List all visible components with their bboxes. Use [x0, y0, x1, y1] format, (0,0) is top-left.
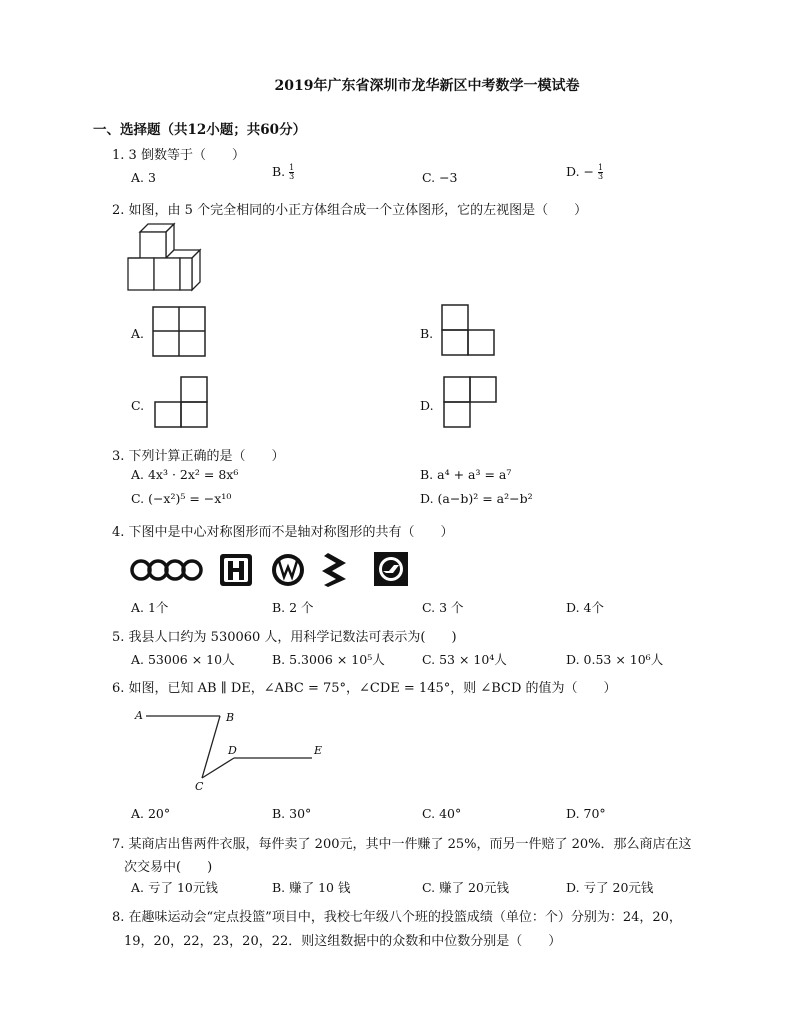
q5-option-c: C. 53 × 10⁴人	[422, 652, 507, 667]
q8-stem-line2: 19，20，22，23，20，22．则这组数据中的众数和中位数分别是（ ）	[124, 934, 562, 949]
q1-option-a: A. 3	[131, 170, 156, 185]
q2-option-c-label: C.	[131, 398, 145, 413]
q3-option-b: B. a⁴ + a³ = a⁷	[420, 467, 512, 482]
q4-stem: 4. 下图中是中心对称图形而不是轴对称图形的共有（ ）	[112, 525, 454, 540]
q8-stem-line1: 8. 在趣味运动会“定点投篮”项目中，我校七年级八个班的投篮成绩（单位：个）分别为：24，20，	[112, 910, 682, 925]
q2-option-c-figure	[154, 376, 210, 428]
q7-option-a: A. 亏了 10元钱	[131, 880, 218, 895]
q6-point-e: E	[314, 744, 323, 757]
section-heading: 一、选择题（共12小题；共60分）	[93, 122, 307, 138]
q6-point-c: C	[195, 780, 204, 793]
suzuki-logo-icon	[322, 553, 346, 587]
q5-option-a: A. 53006 × 10人	[131, 652, 235, 667]
q7-stem-line2: 次交易中( )	[124, 860, 213, 875]
q1-option-c: C. −3	[422, 170, 458, 185]
q6-stem: 6. 如图，已知 AB ∥ DE，∠ABC = 75°，∠CDE = 145°，则 ∠BCD 的值为（ ）	[112, 681, 617, 696]
q1-option-b-label: B.	[272, 164, 286, 179]
audi-logo-icon	[132, 561, 201, 579]
opel-logo-icon	[374, 552, 408, 586]
q3-stem: 3. 下列计算正确的是（ ）	[112, 449, 285, 464]
q7-stem-line1: 7. 某商店出售两件衣服，每件卖了 200元，其中一件赚了 25%，而另一件赔了 20%．那么商店在这	[112, 837, 692, 852]
q4-option-b: B. 2 个	[272, 600, 314, 615]
q6-point-b: B	[226, 711, 235, 724]
q2-option-a-figure	[152, 306, 208, 358]
q6-option-d: D. 70°	[566, 806, 606, 821]
q7-option-b: B. 赚了 10 钱	[272, 880, 351, 895]
q6-option-a: A. 20°	[131, 806, 171, 821]
q4-option-d: D. 4个	[566, 600, 604, 615]
q6-point-d: D	[228, 744, 237, 757]
q2-option-d-label: D.	[420, 398, 434, 413]
q4-logo-row	[128, 549, 418, 589]
q7-option-c: C. 赚了 20元钱	[422, 880, 509, 895]
q4-option-c: C. 3 个	[422, 600, 464, 615]
q6-point-a: A	[135, 709, 143, 722]
q1-option-d-label: D. −	[566, 164, 594, 179]
honda-logo-icon	[220, 554, 252, 586]
q2-option-d-figure	[443, 376, 499, 428]
q7-option-d: D. 亏了 20元钱	[566, 880, 654, 895]
q6-option-b: B. 30°	[272, 806, 312, 821]
q2-option-a-label: A.	[131, 326, 145, 341]
q1-stem: 1. 3 倒数等于（ ）	[112, 148, 245, 163]
q2-option-b-label: B.	[420, 326, 434, 341]
q1-option-d	[566, 164, 603, 181]
q1-option-b	[272, 164, 294, 181]
q5-option-b: B. 5.3006 × 10⁵人	[272, 652, 385, 667]
q5-option-d: D. 0.53 × 10⁶人	[566, 652, 664, 667]
q2-stem: 2. 如图，由 5 个完全相同的小正方体组合成一个立体图形，它的左视图是（ ）	[112, 203, 588, 218]
q2-cube-figure	[126, 222, 208, 292]
q3-option-c: C. (−x²)⁵ = −x¹⁰	[131, 491, 232, 506]
volkswagen-logo-icon	[272, 554, 304, 586]
q3-option-a: A. 4x³ · 2x² = 8x⁶	[131, 467, 239, 482]
q4-option-a: A. 1个	[131, 600, 169, 615]
page-title: 2019年广东省深圳市龙华新区中考数学一模试卷	[274, 78, 580, 94]
q1-option-d-fraction: $\frac{1}{3}$	[597, 163, 604, 181]
q2-option-b-figure	[441, 304, 497, 356]
q5-stem: 5. 我县人口约为 530060 人，用科学记数法可表示为( )	[112, 630, 457, 645]
q6-option-c: C. 40°	[422, 806, 462, 821]
q1-option-b-fraction: $\frac{1}{3}$	[289, 163, 295, 181]
q3-option-d: D. (a−b)² = a²−b²	[420, 491, 533, 506]
